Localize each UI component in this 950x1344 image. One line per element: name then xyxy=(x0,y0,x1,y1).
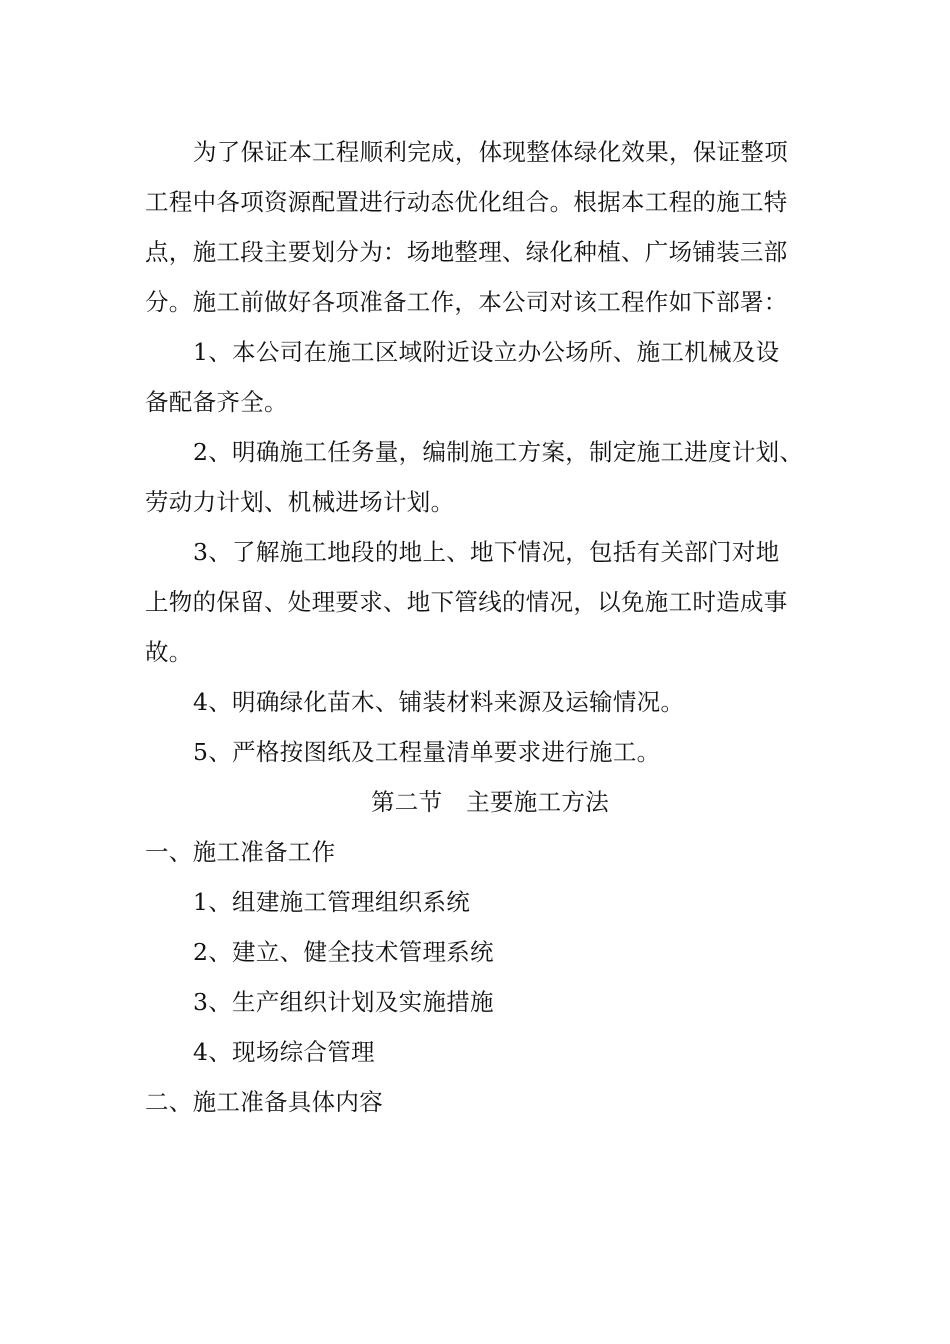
intro-paragraph-line-1: 为了保证本工程顺利完成，体现整体绿化效果，保证整项 xyxy=(193,138,788,166)
intro-paragraph-line-4: 分。施工前做好各项准备工作，本公司对该工程作如下部署： xyxy=(145,288,788,316)
intro-paragraph-line-3: 点，施工段主要划分为：场地整理、绿化种植、广场铺装三部 xyxy=(145,238,788,266)
item-3-line-2: 上物的保留、处理要求、地下管线的情况，以免施工时造成事 xyxy=(145,588,788,616)
document-body xyxy=(145,127,855,1127)
section-heading: 第二节 主要施工方法 xyxy=(371,788,609,816)
item-2-line-1: 2、明确施工任务量，编制施工方案，制定施工进度计划、 xyxy=(193,438,804,466)
preparation-item-3: 3、生产组织计划及实施措施 xyxy=(193,988,494,1016)
item-3-line-3: 故。 xyxy=(145,638,193,666)
subheading-preparation-details: 二、施工准备具体内容 xyxy=(145,1088,383,1116)
item-2-line-2: 劳动力计划、机械进场计划。 xyxy=(145,488,455,516)
item-5: 5、严格按图纸及工程量清单要求进行施工。 xyxy=(193,738,661,766)
item-1-line-2: 备配备齐全。 xyxy=(145,388,288,416)
subheading-preparation-work: 一、施工准备工作 xyxy=(145,838,336,866)
item-4: 4、明确绿化苗木、铺装材料来源及运输情况。 xyxy=(193,688,685,716)
item-1-line-1: 1、本公司在施工区域附近设立办公场所、施工机械及设 xyxy=(193,338,780,366)
preparation-item-1: 1、组建施工管理组织系统 xyxy=(193,888,471,916)
intro-paragraph-line-2: 工程中各项资源配置进行动态优化组合。根据本工程的施工特 xyxy=(145,188,788,216)
preparation-item-2: 2、建立、健全技术管理系统 xyxy=(193,938,494,966)
item-3-line-1: 3、了解施工地段的地上、地下情况，包括有关部门对地 xyxy=(193,538,780,566)
preparation-item-4: 4、现场综合管理 xyxy=(193,1038,375,1066)
